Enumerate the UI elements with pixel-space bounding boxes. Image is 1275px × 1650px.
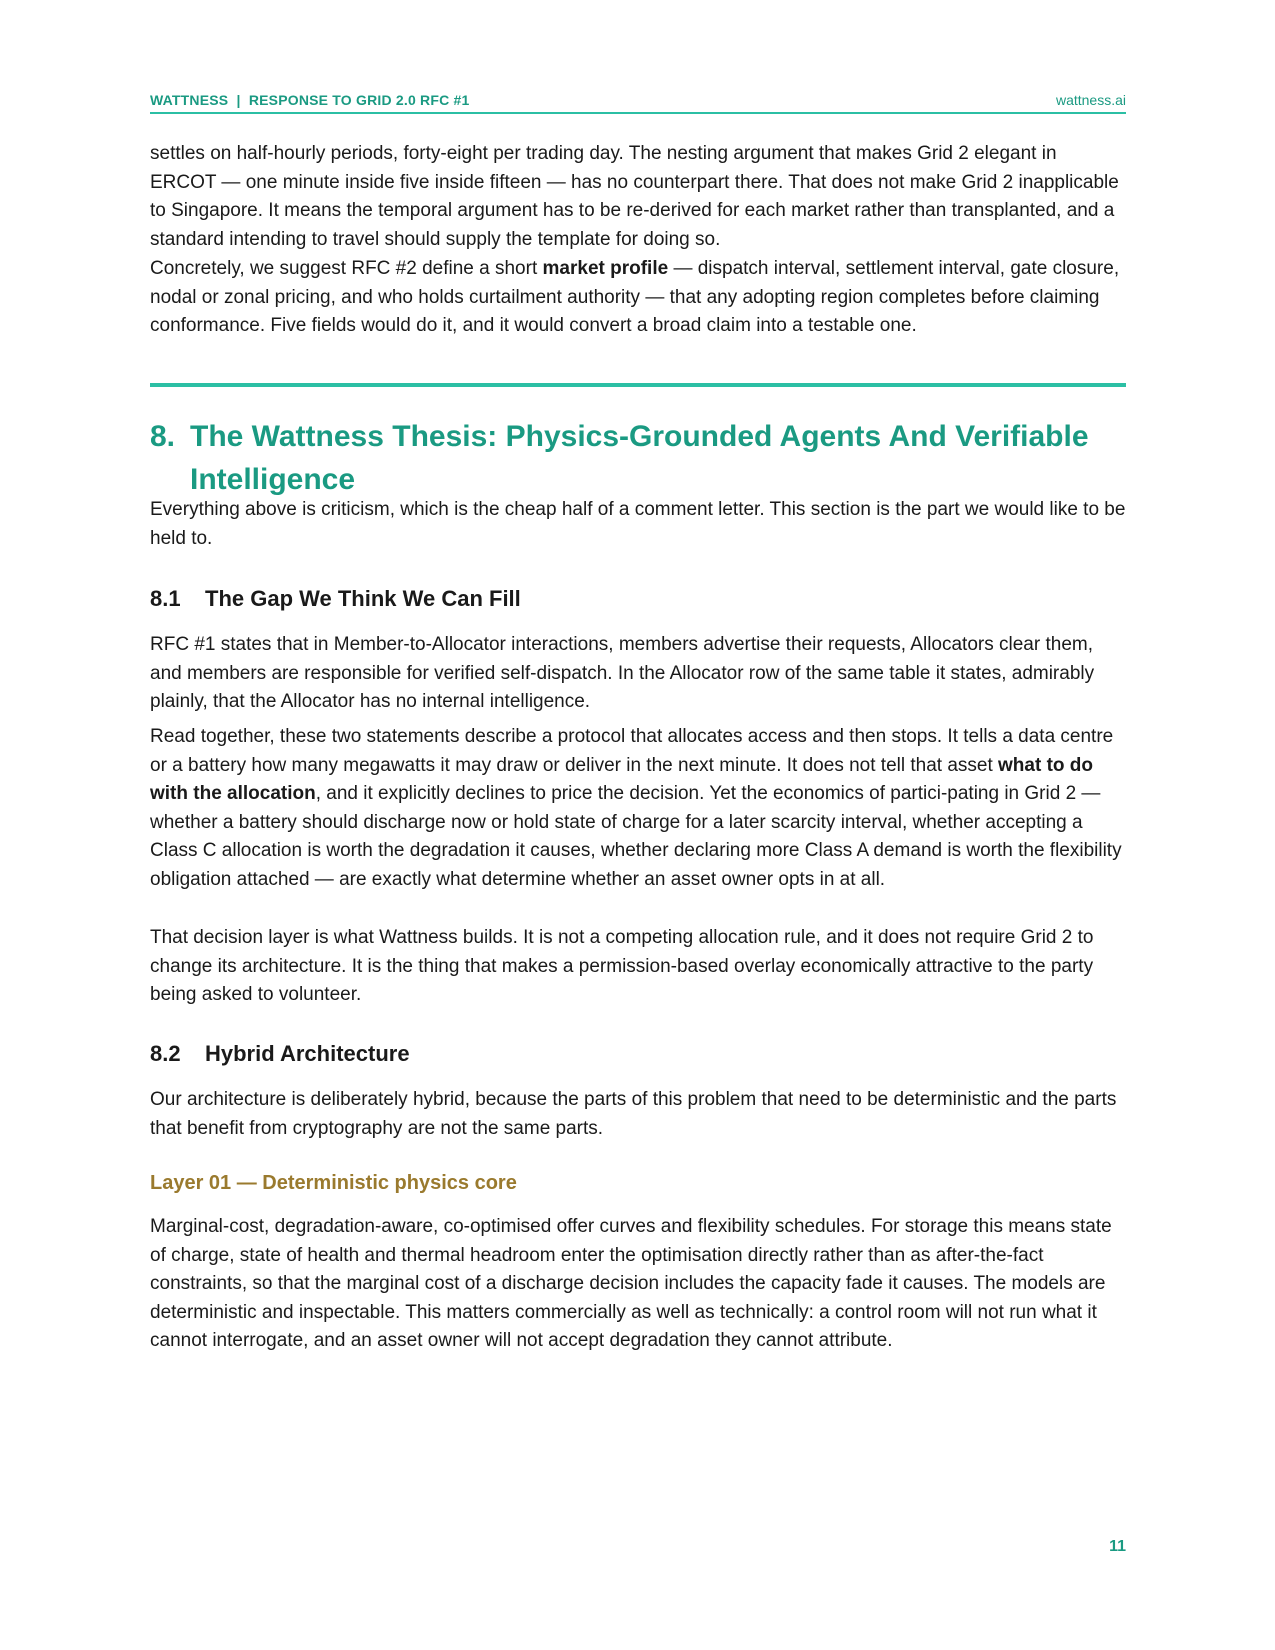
page-number: 11 xyxy=(1109,1538,1126,1555)
paragraph-text: Marginal-cost, degradation-aware, co-optimised offer curves and flexibility schedules. For storage this means state of charge, state of health and thermal headroom enter the optimisation directly rather than as after-the-fact constraints, so that the marginal cost of a discharge decision includes the capacity fade it causes. The models are deterministic and inspectable. This matters commercially as well as technically: a control room will not run what it cannot interrogate, and an asset owner will not accept degradation they cannot attribute. xyxy=(150,1216,1112,1351)
bold-term: market profile xyxy=(542,258,669,279)
paragraph-text xyxy=(150,255,1126,341)
subsection-heading xyxy=(150,1041,410,1067)
paragraph-text: Everything above is criticism, which is the cheap half of a comment letter. This section is the part we would like to be held to. xyxy=(150,499,1126,549)
paragraph xyxy=(150,1086,1126,1143)
layer-heading: Layer 01 — Deterministic physics core xyxy=(150,1172,517,1194)
paragraph xyxy=(150,1213,1126,1356)
paragraph-text: RFC #1 states that in Member-to-Allocator interactions, members advertise their requests, Allocators clear them, and members are responsible for verified self-dispatch. In the Allocator row of the same table it states, admirably plainly, that the Allocator has no internal intelligence. xyxy=(150,634,1095,712)
subsection-number: 8.2 xyxy=(150,1041,181,1066)
running-header xyxy=(150,90,1126,114)
section-heading xyxy=(150,415,1126,501)
section-title: The Wattness Thesis: Physics-Grounded Agents And Verifiable Intelligence xyxy=(190,420,1089,496)
paragraph xyxy=(150,924,1126,1010)
section-divider xyxy=(150,383,1126,387)
subsection-number: 8.1 xyxy=(150,586,181,611)
text-run: Concretely, we suggest RFC #2 define a short xyxy=(150,258,543,279)
subsection-title: Hybrid Architecture xyxy=(205,1041,410,1066)
text-run: Read together, these two statements describe a protocol that allocates access and then stops. It tells a data centre or a battery how many megawatts it may draw or deliver in the next minute. It does not tell that asset xyxy=(150,726,1114,776)
intro-paragraph-2 xyxy=(150,255,1126,341)
section-intro xyxy=(150,496,1126,553)
section-number: 8. xyxy=(150,420,176,453)
header-url: wattness.ai xyxy=(1055,92,1126,108)
subsection-heading xyxy=(150,586,521,612)
paragraph-text xyxy=(150,723,1126,894)
subsection-title: The Gap We Think We Can Fill xyxy=(205,586,521,611)
text-run: — dispatch interval, settlement interval, gate closure, nodal or zonal pricing, and who holds curtailment authority — that any adopting region completes before claiming conformance. Five fields would do it, and it would convert a broad claim into a testable one. xyxy=(150,258,1120,336)
intro-paragraph-1 xyxy=(150,140,1126,254)
paragraph-text: Our architecture is deliberately hybrid, because the parts of this problem that need to be deterministic and the parts that benefit from cryptography are not the same parts. xyxy=(150,1089,1117,1139)
paragraph-text: settles on half-hourly periods, forty-eight per trading day. The nesting argument that makes Grid 2 elegant in ERCOT — one minute inside five inside fifteen — has no counterpart there. That does not make Grid 2 inapplicable to Singapore. It means the temporal argument has to be re-derived for each market rather than transplanted, and a standard intending to travel should supply the template for doing so. xyxy=(150,143,1119,250)
paragraph-text: That decision layer is what Wattness builds. It is not a competing allocation rule, and it does not require Grid 2 to change its architecture. It is the thing that makes a permission-based overlay economically attractive to the party being asked to volunteer. xyxy=(150,927,1094,1005)
paragraph xyxy=(150,631,1126,717)
document-page xyxy=(150,0,1126,1650)
header-title: WATTNESS | RESPONSE TO GRID 2.0 RFC #1 xyxy=(150,92,470,108)
paragraph xyxy=(150,723,1126,894)
text-run: , and it explicitly declines to price the decision. Yet the economics of partici-pating in Grid 2 — whether a battery should discharge now or hold state of charge for a later scarcity interval, whether accepting a Class C allocation is worth the degradation it causes, whether declaring more Class A demand is worth the flexibility obligation attached — are exactly what determine whether an asset owner opts in at all. xyxy=(150,783,1122,890)
bold-term: what to do with the allocation xyxy=(150,754,1093,804)
